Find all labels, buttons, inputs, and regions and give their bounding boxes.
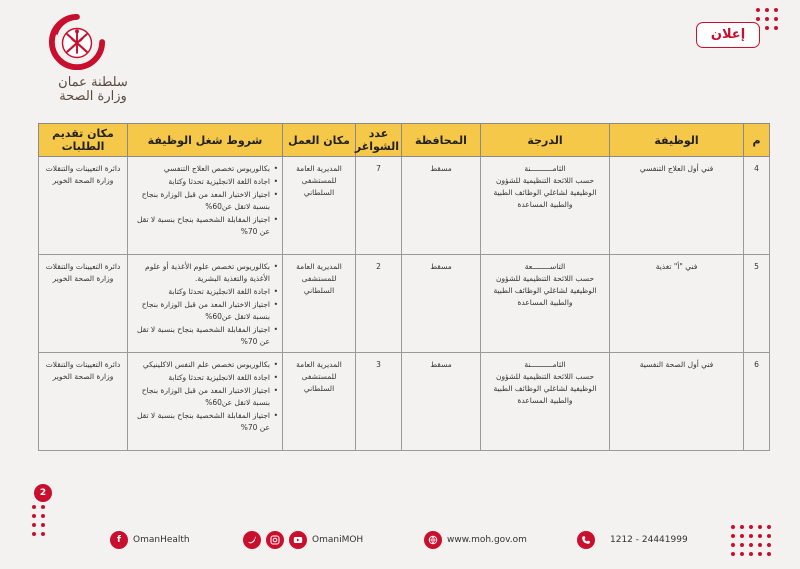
- row-apply: دائرة التعيينات والتنقلات وزارة الصحة الخوير: [39, 255, 128, 353]
- header-workplace: مكان العمل: [283, 124, 356, 157]
- requirement-item: • اجتياز الاختبار المعد من قبل الوزارة بنجاح بنسبة لاتقل عن60%: [132, 189, 278, 213]
- row-vacancies: 7: [356, 157, 402, 255]
- social-handle: OmaniMOH: [312, 535, 364, 545]
- footer-website[interactable]: [424, 528, 527, 552]
- row-requirements: [128, 353, 283, 451]
- header-job: الوظيفة: [610, 124, 744, 157]
- twitter-icon[interactable]: [243, 531, 261, 549]
- announcement-badge: إعلان: [696, 22, 760, 48]
- row-governorate: مسقط: [402, 255, 481, 353]
- row-grade: [481, 353, 610, 451]
- decorative-dots-bottom-right: [731, 525, 771, 556]
- row-governorate: مسقط: [402, 157, 481, 255]
- row-num: 4: [744, 157, 770, 255]
- instagram-icon[interactable]: [266, 531, 284, 549]
- page-number-badge: 2: [34, 484, 52, 502]
- ministry-logo: [38, 12, 148, 104]
- requirement-item: • اجادة اللغة الانجليزية تحدثا وكتابة: [132, 372, 278, 384]
- header-apply: مكان تقديم الطلبات: [39, 124, 128, 157]
- footer-phone: [577, 528, 688, 552]
- requirement-item: • اجتياز المقابلة الشخصية بنجاح بنسبة لا تقل عن 70%: [132, 410, 278, 434]
- row-requirements: [128, 255, 283, 353]
- requirement-item: • اجتياز الاختبار المعد من قبل الوزارة بنجاح بنسبة لاتقل عن60%: [132, 299, 278, 323]
- header-num: م: [744, 124, 770, 157]
- row-workplace: المديرية العامة للمستشفى السلطاني: [283, 255, 356, 353]
- header-grade: الدرجة: [481, 124, 610, 157]
- facebook-icon: f: [110, 531, 128, 549]
- table-header-row: [39, 124, 770, 157]
- row-workplace: المديرية العامة للمستشفى السلطاني: [283, 157, 356, 255]
- row-grade-level: التاســــــــعة: [524, 262, 566, 271]
- footer: [0, 528, 800, 552]
- requirement-item: • اجتياز المقابلة الشخصية بنجاح بنسبة لا تقل عن 70%: [132, 214, 278, 238]
- row-grade-note: حسب اللائحة التنظيمية للشؤون الوظيفية لشاغلي الوظائف الطبية والطبية المساعدة: [493, 176, 597, 209]
- row-grade: [481, 255, 610, 353]
- requirement-item: • اجتياز الاختبار المعد من قبل الوزارة بنجاح بنسبة لاتقل عن60%: [132, 385, 278, 409]
- phone-icon: [577, 531, 595, 549]
- row-governorate: مسقط: [402, 353, 481, 451]
- header-requirements: شروط شغل الوظيفة: [128, 124, 283, 157]
- row-grade-note: حسب اللائحة التنظيمية للشؤون الوظيفية لشاغلي الوظائف الطبية والطبية المساعدة: [493, 274, 597, 307]
- footer-facebook[interactable]: [110, 528, 190, 552]
- requirement-item: • اجتياز المقابلة الشخصية بنجاح بنسبة لا تقل عن 70%: [132, 324, 278, 348]
- logo-line-1: سلطنة عمان: [58, 75, 128, 90]
- row-job: فني أول العلاج التنفسي: [610, 157, 744, 255]
- row-num: 6: [744, 353, 770, 451]
- row-num: 5: [744, 255, 770, 353]
- requirement-item: • اجادة اللغة الانجليزية تحدثا وكتابة: [132, 286, 278, 298]
- row-grade-level: الثامــــــــــنة: [524, 164, 566, 173]
- website-url: www.moh.gov.om: [447, 535, 527, 545]
- header-vacancies: عدد الشواغر: [356, 124, 402, 157]
- requirement-item: • بكالوريوس تخصص العلاج التنفسي: [132, 163, 278, 175]
- row-apply: دائرة التعيينات والتنقلات وزارة الصحة الخوير: [39, 353, 128, 451]
- requirement-item: • بكالوريوس تخصص علم النفس الاكلينيكي: [132, 359, 278, 371]
- footer-social: [243, 528, 363, 552]
- table-row: [39, 353, 770, 451]
- requirement-item: • بكالوريوس تخصص علوم الأغذية أو علوم الأغذية والتغذية البشرية.: [132, 261, 278, 285]
- row-vacancies: 2: [356, 255, 402, 353]
- requirement-item: • اجادة اللغة الانجليزية تحدثا وكتابة: [132, 176, 278, 188]
- youtube-icon[interactable]: [289, 531, 307, 549]
- oman-emblem-icon: [48, 12, 106, 72]
- jobs-table: [38, 123, 770, 451]
- row-grade-level: الثامــــــــــنة: [524, 360, 566, 369]
- facebook-handle: OmanHealth: [133, 535, 190, 545]
- logo-line-2: وزارة الصحة: [59, 89, 127, 104]
- row-grade-note: حسب اللائحة التنظيمية للشؤون الوظيفية لشاغلي الوظائف الطبية والطبية المساعدة: [493, 372, 597, 405]
- row-job: فني "أ" تغذية: [610, 255, 744, 353]
- row-requirements: [128, 157, 283, 255]
- row-vacancies: 3: [356, 353, 402, 451]
- header-governorate: المحافظة: [402, 124, 481, 157]
- phone-number: 1212 - 24441999: [610, 535, 688, 545]
- globe-icon: [424, 531, 442, 549]
- row-apply: دائرة التعيينات والتنقلات وزارة الصحة الخوير: [39, 157, 128, 255]
- row-job: فني أول الصحة النفسية: [610, 353, 744, 451]
- row-workplace: المديرية العامة للمستشفى السلطاني: [283, 353, 356, 451]
- ministry-name: [38, 76, 148, 104]
- row-grade: [481, 157, 610, 255]
- table-row: [39, 157, 770, 255]
- table-row: [39, 255, 770, 353]
